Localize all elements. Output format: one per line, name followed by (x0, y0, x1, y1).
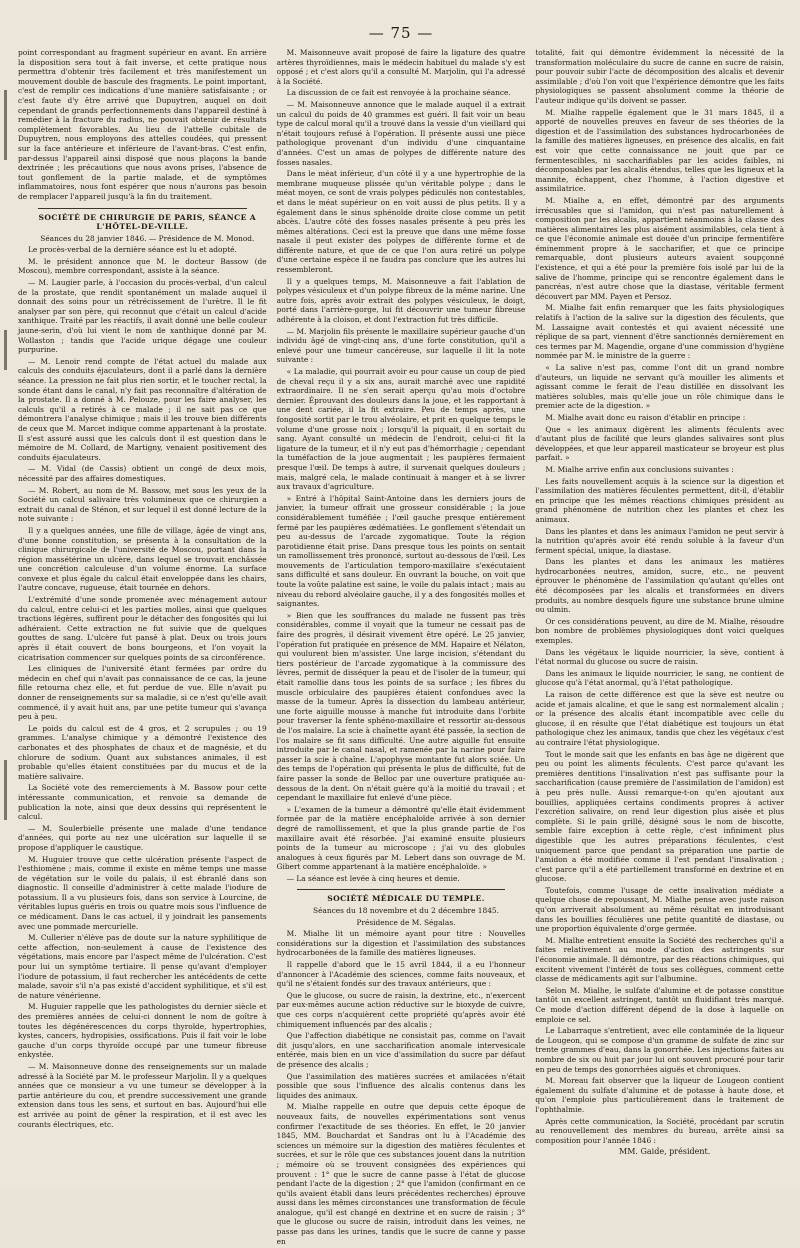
paragraph: Dans les animaux le liquide nourricier, le sang, ne contient de glucose qu'à l'état anormal, qu'à l'état pathologique. (535, 668, 784, 688)
paragraph: Que « les animaux digèrent les aliments féculents avec d'autant plus de facilité que leurs glandes salivaires sont plus développées, et que leur appareil masticateur se broyeur est plus parfait. » (535, 424, 784, 463)
paragraph: Selon M. Mialhe, le sulfate d'alumine et de potasse constitue tantôt un excellent astringent, tantôt un fluidifiant très marqué. Ce mode d'action différent dépend de la dose à laquelle on emploie ce sel. (535, 985, 784, 1024)
section-divider (297, 889, 506, 890)
paragraph: — La séance est levée à cinq heures et demie. (286, 873, 460, 883)
paragraph: M. Cullerier n'élève pas de doute sur la nature syphilitique de cette affection, non-seulement à cause de l'existence des végétations, mais encore par l'aspect même de l'ulcération. C'est pour lui un symptôme tertiaire. Il pense qu'avant d'employer l'iodure de potassium, il faut rechercher les antécédents de cette malade, savoir s'il n'a pas existé d'accident syphilitique, et s'il est de nature vénérienne. (18, 933, 267, 1000)
paragraph: « La salive n'est pas, comme l'ont dit un grand nombre d'auteurs, un liquide ne servant qu'à mouiller les aliments et agissant comme le ferait de l'eau distillée en dissolvant les matières solubles, mais qu'elle joue un rôle chimique dans le premier acte de la digestion. » (535, 363, 784, 411)
paragraph: — M. Vidal (de Cassis) obtient un congé de deux mois, nécessité par des affaires domestiques. (18, 464, 267, 483)
section-subtitle: Présidence de M. Ségalas. (356, 917, 456, 927)
column-3 (535, 48, 784, 1248)
paragraph: M. Mialhe fait enfin remarquer que les faits physiologiques relatifs à l'action de la salive sur la digestion des féculents, que M. Lassaigne avait contestés et qui avaient nécessité une réplique de sa part, viennent d'être sanctionnés dernièrement en ces termes par M. Magendie, organe d'une commission d'hygiène nommée par M. le ministre de la guerre : (535, 303, 784, 361)
paragraph: Dans les plantes et dans les animaux les matières hydrocarbonées neutres, amidon, sucre, etc., ne peuvent éprouver le phénomène de l'assimilation qu'autant qu'elles ont été décomposées par les alcalis et transformées en divers produits, au nombre desquels figure une substance brune ulmine ou ulmin. (535, 557, 784, 615)
paragraph: Toutefois, comme l'usage de cette insalivation médiate a quelque chose de repoussant, M. Mialhe pense avec juste raison qu'on arriverait absolument au même résultat en introduisant dans les bouillies féculières une petite quantité de diastase, ou une proportion équivalente d'orge germée. (535, 885, 784, 934)
paragraph: Dans les plantes et dans les animaux l'amidon ne peut servir à la nutrition qu'après avoir été rendu soluble à la faveur d'un ferment spécial, unique, la diastase. (535, 526, 784, 555)
text-columns (18, 48, 784, 1246)
paragraph: — M. Maisonneuve donne des renseignements sur un malade adressé à la Société par M. le professeur Marjolin. Il y a quelques années que ce monsieur a vu une tumeur se développer à la partie antérieure du cou, et prendre successivement une grande extension dans tous les sens, et surtout en bas. Aujourd'hui elle est arrivée au point de gêner la respiration, et il est avec les courants électriques, etc. (18, 1061, 267, 1129)
paragraph: — M. Marjolin fils présente le maxillaire supérieur gauche d'un individu âgé de vingt-cinq ans, d'une forte constitution, qu'il a enlevé pour une tumeur cancéreuse, sur laquelle il lit la note suivante : (276, 326, 526, 365)
paragraph: La discussion de ce fait est renvoyée à la prochaine séance. (286, 88, 511, 98)
section-divider (38, 208, 247, 209)
paragraph: Or ces considérations peuvent, au dire de M. Mialhe, résoudre bon nombre de problèmes physiologiques dont voici quelques exemples. (535, 616, 784, 646)
section-title: SOCIÉTÉ DE CHIRURGIE DE PARIS, SÉANCE A L'HÔTEL-DE-VILLE. (38, 212, 257, 232)
section-subtitle: Séances du 18 novembre et du 2 décembre 1845. (313, 906, 499, 916)
paragraph: La raison de cette différence est que la sève est neutre ou acide et jamais alcaline, et que le sang est normalement alcalin ; or la présence des alcalis étant incompatible avec celle du glucose, il en résulte que l'état diabétique est toujours un état pathologique chez les animaux, tandis que chez les végétaux c'est au contraire l'état physiologique. (535, 690, 784, 747)
paragraph: Il y a quelques temps, M. Maisonneuve a fait l'ablation de polypes vésiculeux et d'un polype fibreux de la même narine. Une autre fois, après avoir extrait des polypes vésiculeux, le doigt, porté dans l'arrière-gorge, lui fit découvrir une tumeur fibreuse adhérente à la cloison, et dont l'extraction fut très difficile. (276, 276, 526, 325)
paragraph: totalité, fait qui démontre évidemment la nécessité de la transformation moléculaire du sucre de canne en sucre de raisin, pour pouvoir subir l'acte de décomposition des alcalis et devenir assimilable ; d'où l'on voit que l'expérience démontre que les faits physiologiques se passent absolument comme la théorie de l'auteur indique qu'ils doivent se passer. (535, 48, 784, 105)
paragraph: Que l'affection diabétique ne consistait pas, comme on l'avait dit jusqu'alors, en une saccharification anomale intervesicale entérée, mais bien en un vice d'assimilation du sucre par défaut de présence des alcalis ; (276, 1031, 526, 1069)
paragraph: — M. Robert, au nom de M. Bassow, met sous les yeux de la Société un calcul salivaire très volumineux que ce chirurgien a extrait du canal de Sténon, et sur lequel il est donné lecture de la note suivante : (18, 485, 267, 524)
paragraph: M. Mialhe a, en effet, démontré par des arguments irrécusables que si l'amidon, qui n'est pas naturellement à composition par les alcalis, appartient néanmoins à la classe des matières alimentaires les plus aisément assimilables, cela tient à ce que l'économie animale est douée d'un principe fermentifère éminemment propre à le saccharifier, et que ce principe remarquable, dont plusieurs auteurs avaient soupçonné l'existence, et qui a été pour la première fois isolé par lui de la salive de l'homme, principe qui se rencontre également dans le pancréas, n'est autre chose que la diastase, véritable ferment découvert par MM. Payen et Persoz. (535, 195, 784, 301)
paragraph: — M. Laugier parle, à l'occasion du procès-verbal, d'un calcul de la prostate, que rendit spontanément un malade auquel il donnait des soins pour un rétrécissement de l'urètre. Il le fit analyser par son père, qui reconnut que c'était un calcul d'acide xanthique. Traité par les réactifs, il avait donné une belle couleur jaune-serin, d'où lui vient le nom de xanthique donné par M. Wollaston ; tandis que l'acide urique dégage une couleur purpurine. (18, 278, 267, 355)
page-number: — 75 — (368, 24, 434, 42)
paragraph: Que l'assimilation des matières sucrées et amilacées n'était possible que sous l'influence des alcalis contenus dans les liquides des animaux. (276, 1071, 526, 1100)
paragraph: » Bien que les souffrances du malade ne fussent pas très considérables, comme il voyait que la tumeur ne cessait pas de faire des progrès, il désirait vivement être opéré. Le 25 janvier, l'opération fut pratiquée en présence de MM. Hapaire et Nélaton, qui voulurent bien m'assister. Une large incision, s'étendant du tiers postérieur de l'arcade zygomatique à la commissure des lèvres, permit de disséquer la peau et de l'isoler de la tumeur, qui était ramollie dans tous les points de sa surface ; les fibres du muscle orbiculaire des paupières étaient confondues avec la masse de la tumeur. Après la dissection du lambeau antérieur, une forte aiguille mousse à manche fut introduite dans l'orbite pour traverser la fente sphéno-maxillaire et ressortir au-dessous de l'os malaire. La scie à chaînette ayant été passée, la section de l'os malaire se fit sans difficulté. Une autre aiguille fut ensuite introduite par le canal nasal, et ramenée par la narine pour faire passer la scie à chaîne. L'apophyse montante fut alors sciée. Un des temps de l'opération qui présenta le plus de difficulté, fut de faire passer la sonde de Belloc par une ouverture pratiquée au-dessous de la dent. On n'était guère qu'à la moitié du travail ; et cependant le maxillaire fut enlevé d'une pièce. (276, 610, 526, 803)
paragraph: — M. Maisonneuve annonce que le malade auquel il a extrait un calcul du poids de 40 grammes est guéri. Il fait voir un beau type de calcul moral qu'il a trouvé dans la vessie d'un vieillard qui n'était toujours refusé à l'opération. Il présente aussi une pièce pathologique provenant d'un individu d'une cinquantaine d'années. C'est un amas de polypes de différente nature des fosses nasales. (276, 99, 526, 167)
paragraph: M. Mialhe rappelle en outre que depuis cette époque de nouveaux faits, de nouvelles expérimentations sont venus confirmer l'exactitude de ses théories. En effet, le 20 janvier 1845, MM. Bouchardat et Sandras ont lu à l'Académie des sciences un mémoire sur la digestion des matières féculentes et sucrées, et sur le rôle que ces substances jouent dans la nutrition ; mémoire où se trouvent consignées des expériences qui prouvent : 1° que le sucre de canne passe à l'état de glucose pendant l'acte de la digestion ; 2° que l'amidon (confirmant en ce qu'ils avaient établi dans leurs précédentes recherches) éprouve aussi dans les mêmes circonstances une transformation de fécule analogue, qu'il est changé en dextrine et en sucre de raisin ; 3° que le glucose ou sucre de raisin, introduit dans les veines, ne passe pas dans les urines, tandis que le sucre de canne y passe en (276, 1102, 526, 1246)
paragraph: Que le glucose, ou sucre de raisin, la dextrine, etc., n'exercent par eux-mêmes aucune action réductive sur le bioxyde de cuivre, que ces corps n'acquièrent cette propriété qu'après avoir été chimiquement influencés par des alcalis ; (276, 990, 526, 1029)
paragraph: — M. Lenoir rend compte de l'état actuel du malade aux calculs des conduits éjaculateurs, dont il a parlé dans la dernière séance. La pression ne fait plus rien sortir, et le toucher rectal, la sonde étant dans le canal, n'y fait pas reconnaître d'altération de la prostate. Il a donné à M. Pelouze, pour les faire analyser, les calculs qu'il a retirés à ce malade ; il ne sait pas ce que démontrera l'analyse chimique ; mais il les trouve bien différents de ceux que M. Marcet indique comme appartenant à la prostate. Il s'est assuré aussi que les calculs dont il est question dans le mémoire de M. Collard, de Martigny, venaient positivement des conduits éjaculateurs. (18, 356, 267, 462)
margin-mark (4, 330, 7, 370)
column-2 (277, 48, 526, 1248)
paragraph: M. Maisonneuve avait proposé de faire la ligature des quatre artères thyroïdiennes, mais le médecin habituel du malade s'y est opposé ; et c'est alors qu'il a consulté M. Marjolin, qui l'a adressé à la Société. (276, 48, 526, 86)
signature-line: MM. Gaide, président. (619, 1147, 711, 1157)
margin-mark (4, 760, 7, 820)
paragraph: M. Mialhe entretient ensuite la Société des recherches qu'il a faites relativement au mode d'action des astringents sur l'économie animale. Il démontre, par des réactions chimiques, qui excitent vivement l'intérêt de tous ses collègues, comment cette classe de médicaments agit sur l'albumine. (535, 935, 784, 984)
section-subtitle: Séances du 28 janvier 1846. — Présidence de M. Monod. (40, 233, 255, 243)
paragraph: M. Mialhe lit un mémoire ayant pour titre : Nouvelles considérations sur la digestion et l'assimilation des substances hydrocarbonées de la famille des matières ligneuses. (276, 929, 526, 958)
paragraph: Il rappelle d'abord que le 15 avril 1844, il a eu l'honneur d'annoncer à l'Académie des sciences, comme faits nouveaux, et qu'il ne s'étaient fondés sur des travaux antérieurs, que : (276, 960, 526, 989)
paragraph: Dans les végétaux le liquide nourricier, la sève, contient à l'état normal du glucose ou sucre de raisin. (535, 647, 784, 667)
section-title: SOCIÉTÉ MÉDICALE DU TEMPLE. (327, 894, 485, 904)
paragraph: Après cette communication, la Société, procédant par scrutin au renouvellement des membres du bureau, arrête ainsi sa composition pour l'année 1846 : (535, 1116, 784, 1145)
paragraph: Le Labarraque s'entretient, avec elle contaminée de la liqueur de Lougeon, qui se compose d'un gramme de sulfate de zinc sur trente grammes d'eau, dans la gonorrhée. Les injections faites au nombre de six ou huit par jour lui ont souvent procuré pour tarir en peu de temps des gonorrhées aiguës et chroniques. (535, 1026, 784, 1074)
paragraph: » Entré à l'hôpital Saint-Antoine dans les derniers jours de janvier, la tumeur offrait une grosseur considérable ; la joue considérablement tuméfiée ; l'œil gauche presque entièrement fermé par les paupières œdématiées. Le gonflement s'étendait un peu au-dessus de l'arcade zygomatique. Toute la région parotidienne était prise. Dans presque tous les points on sentait un ramollissement très prononcé, surtout au-dessous de l'œil. Les mouvements de l'articulation temporo-maxillaire s'exécutaient sans difficulté et sans douleur. En ouvrant la bouche, on voit que toute la voûte palatine est saine, le voile du palais intact ; mais au niveau du rebord alvéolaire gauche, il y a des fongosités molles et saignantes. (276, 493, 526, 609)
paragraph: Tout le monde sait que les enfants en bas âge ne digèrent que peu ou point les aliments féculents. C'est parce qu'avant les premières dentitions l'insalivation n'est pas suffisante pour la saccharification (cause première de l'assimilation de l'amidon) est à peu près nulle. Aussi remarque-t-on qu'en ajoutant aux bouillies, appliquées certains condiments propres à activer l'excrétion salivaire, on rend leur digestion plus aisée et plus complète. Si le pain grillé, désigné sous le nom de biscotte, semble faire exception à cette règle, c'est infiniment plus digestible que les autres préparations féculentes, c'est uniquement parce que pendant sa préparation une partie de l'amidon a été modifiée comme il l'est pendant l'insalivation ; c'est parce qu'il a été partiellement transformé en dextrine et en glucose. (535, 749, 784, 884)
paragraph: — M. Soulerbielle présente une malade d'une tendance d'années, qui porte au nez une ulcération sur laquelle il se propose d'appliquer le caustique. (18, 823, 267, 852)
paragraph: L'extrémité d'une sonde promenée avec ménagement autour du calcul, entre celui-ci et les parties molles, ainsi que quelques tractions légères, suffirent pour le détacher des fongosités qui lui adhéraient. Cette extraction ne fut suivie que de quelques gouttes de sang. L'ulcère fut pansé à plat. Deux ou trois jours après il était couvert de bons bourgeons, et l'on voyait la cicatrisation commencer sur quelques points de sa circonférence. (18, 595, 267, 662)
paragraph: Dans le méat inférieur, d'un côté il y a une hypertrophie de la membrane muqueuse plissée qu'un véritable polype ; dans le méat moyen, ce sont de vrais polypes pédiculés non contestables, et dans le méat supérieur on en voit aussi de plus petits. Il y a également dans le sinus sphénoïde droite close comme un petit abcès. L'autre côté des fosses nasales présente à peu près les mêmes altérations. Ceci est la preuve que dans une même fosse nasale il peut exister des polypes de différente forme et de différente nature, et que de ce que l'on aura retiré un polype d'une certaine espèce il ne faudra pas conclure que les autres lui ressembleront. (276, 169, 526, 275)
paragraph: Le procès-verbal de la dernière séance est lu et adopté. (28, 245, 237, 255)
paragraph: M. Huguier rappelle que les pathologistes du dernier siècle et des premières années de celui-ci donnent le nom de goître à toutes les dégénérescences du corps thyroïde, hypertrophies, kystes, cancers, hydropisies, ossifications. Puis il fait voir le lobe gauche d'un corps thyroïde occupé par une tumeur fibreuse enkystée. (18, 1002, 267, 1060)
paragraph: Les faits nouvellement acquis à la science sur la digestion et l'assimilation des matières féculentes permettent, dit-il, d'établir en principe que les mêmes réactions chimiques président au grand phénomène de nutrition chez les plantes et chez les animaux. (535, 476, 784, 524)
paragraph: M. Mialhe rappelle également que le 31 mars 1845, il a apporté de nouvelles preuves en faveur de ses théories de la digestion et de l'assimilation des substances hydrocarbonées de la famille des matières ligneuses, en présence des alcalis, en fait est voir que cette connaissance ne jouit que par ce fermentescibles, ni saccharifiables par les acides faibles, ni décomposables par les alcalis étendus, telles que les ligneux et la mannite, échappent, chez l'homme, à l'action digestive et assimilatrice. (535, 107, 784, 194)
column-1 (18, 48, 267, 1248)
paragraph: » L'examen de la tumeur a démontré qu'elle était évidemment formée par de la matière encéphaloïde arrivée à son dernier degré de ramollissement, et que la plus grande partie de l'os maxillaire avait été résorbée. J'ai examiné ensuite plusieurs points de la tumeur au microscope ; j'ai vu des globules analogues à ceux figurés par M. Lebert dans son ouvrage de M. Gibert comme appartenant à la matière encéphaloïde. » (276, 804, 526, 872)
paragraph: M. Moreau fait observer que la liqueur de Lougeon contient également du sulfate d'alumine et de potasse à haute dose, et qu'on l'emploie plus particulièrement dans le traitement de l'ophthalmie. (535, 1076, 784, 1114)
paragraph: « La maladie, qui pourrait avoir eu pour cause un coup de pied de cheval reçu il y a six ans, aurait marché avec une rapidité extraordinaire. Il ne s'en serait aperçu qu'au mois d'octobre dernier. Éprouvant des douleurs dans la joue, et les rapportant à une dent cariée, il la fit extraire. Peu de temps après, une fongosité sortit par le trou alvéolaire, et prit en quelque temps le volume d'une grosse noix ; lorsqu'il la piquait, il en sortait du sang. Ayant consulté un médecin de l'endroit, celui-ci fit la ligature de la tumeur, et il n'y eut pas d'hémorrhagie ; cependant la tuméfaction de la joue augmentait ; les paupières fermaient presque l'œil. De temps à autre, il survenait quelques douleurs ; mais, malgré cela, le malade continuait à manger et à se livrer aux travaux d'agriculture. (276, 367, 526, 492)
margin-mark (4, 90, 7, 160)
paragraph: M. le président annonce que M. le docteur Bassow (de Moscou), membre correspondant, assiste à la séance. (18, 256, 267, 276)
paragraph: Les cliniques de l'université étant fermées par ordre du médecin en chef qui n'avait pas connaissance de ce cas, la jeune fille retourna chez elle, et fut perdue de vue. Elle n'avait pu donner de renseignements sur sa maladie, si ce n'est qu'elle avait commencé, il y avait huit ans, par une petite tumeur qui s'avança peu à peu. (18, 664, 267, 722)
paragraph: Il y a quelques années, une fille de village, âgée de vingt ans, d'une bonne constitution, se présenta à la consultation de la clinique chirurgicale de l'université de Moscou, portant dans la région massétérine un ulcère, dans lequel se trouvait enchâssée une concrétion calculeuse d'un volume énorme. La surface convexe et plus égale du calcul était enveloppée dans les chairs, l'autre concave, rugueuse, était tournée en dehors. (18, 525, 267, 593)
paragraph: point correspondant au fragment supérieur en avant. En arrière la disposition sera tout à fait inverse, et cette pratique nous permettra d'obtenir très facilement et très manifestement un mouvement double de bascule des fragments. Le point important, c'est de remplir ces indications d'une manière satisfaisante ; or c'est faute d'y être arrivé que Dupuytren, auquel on doit cependant de grands perfectionnements dans l'appareil destiné à remédier à la fracture du radius, ne pouvait obtenir de résultats complètement favorables. Au lieu de l'attelle cubitale de Dupuytren, nous employons des attelles coudées, qui pressent sur la face antérieure et inférieure de l'avant-bras. C'est enfin, par-dessus l'appareil ainsi disposé que nous plaçons la bande dextrinée ; les précautions que nous avons prises, l'absence de tout gonflement de la partie malade, et de symptômes inflammatoires, nous font espérer que nous n'aurons pas besoin de remplacer l'appareil jusqu'à la fin du traitement. (18, 48, 267, 201)
paragraph: M. Mialhe arrive enfin aux conclusions suivantes : (545, 464, 734, 474)
paragraph: M. Huguier trouve que cette ulcération présente l'aspect de l'esthiomène ; mais, comme il existe en même temps une masse de végétation sur le voile du palais, il est ébranlé dans son diagnostic. Il conseille d'administrer à cette malade l'iodure de potassium. Il a vu plusieurs fois, dans son service à Lourcine, de véritables lupus guéris en trois ou quatre mois sous l'influence de ce médicament. Dans le cas actuel, il y joindrait les pansements avec une pommade mercurielle. (18, 854, 267, 931)
paragraph: La Société vote des remerciements à M. Bassow pour cette intéressante communication, et renvoie sa demande de publication la note, ainsi que deux dessins qui représentent le calcul. (18, 783, 267, 822)
paragraph: M. Mialhe avait donc eu raison d'établir en principe : (545, 412, 746, 422)
paragraph: Le poids du calcul est de 4 gros, et 2 scrupules ; ou 19 grammes. L'analyse chimique y a démontré l'existence des carbonates et des phosphates de chaux et de magnésie, et du chlorure de sodium. Quant aux substances animales, il est probable qu'elles étaient constituées par du mucus et de la matière salivaire. (18, 723, 267, 781)
